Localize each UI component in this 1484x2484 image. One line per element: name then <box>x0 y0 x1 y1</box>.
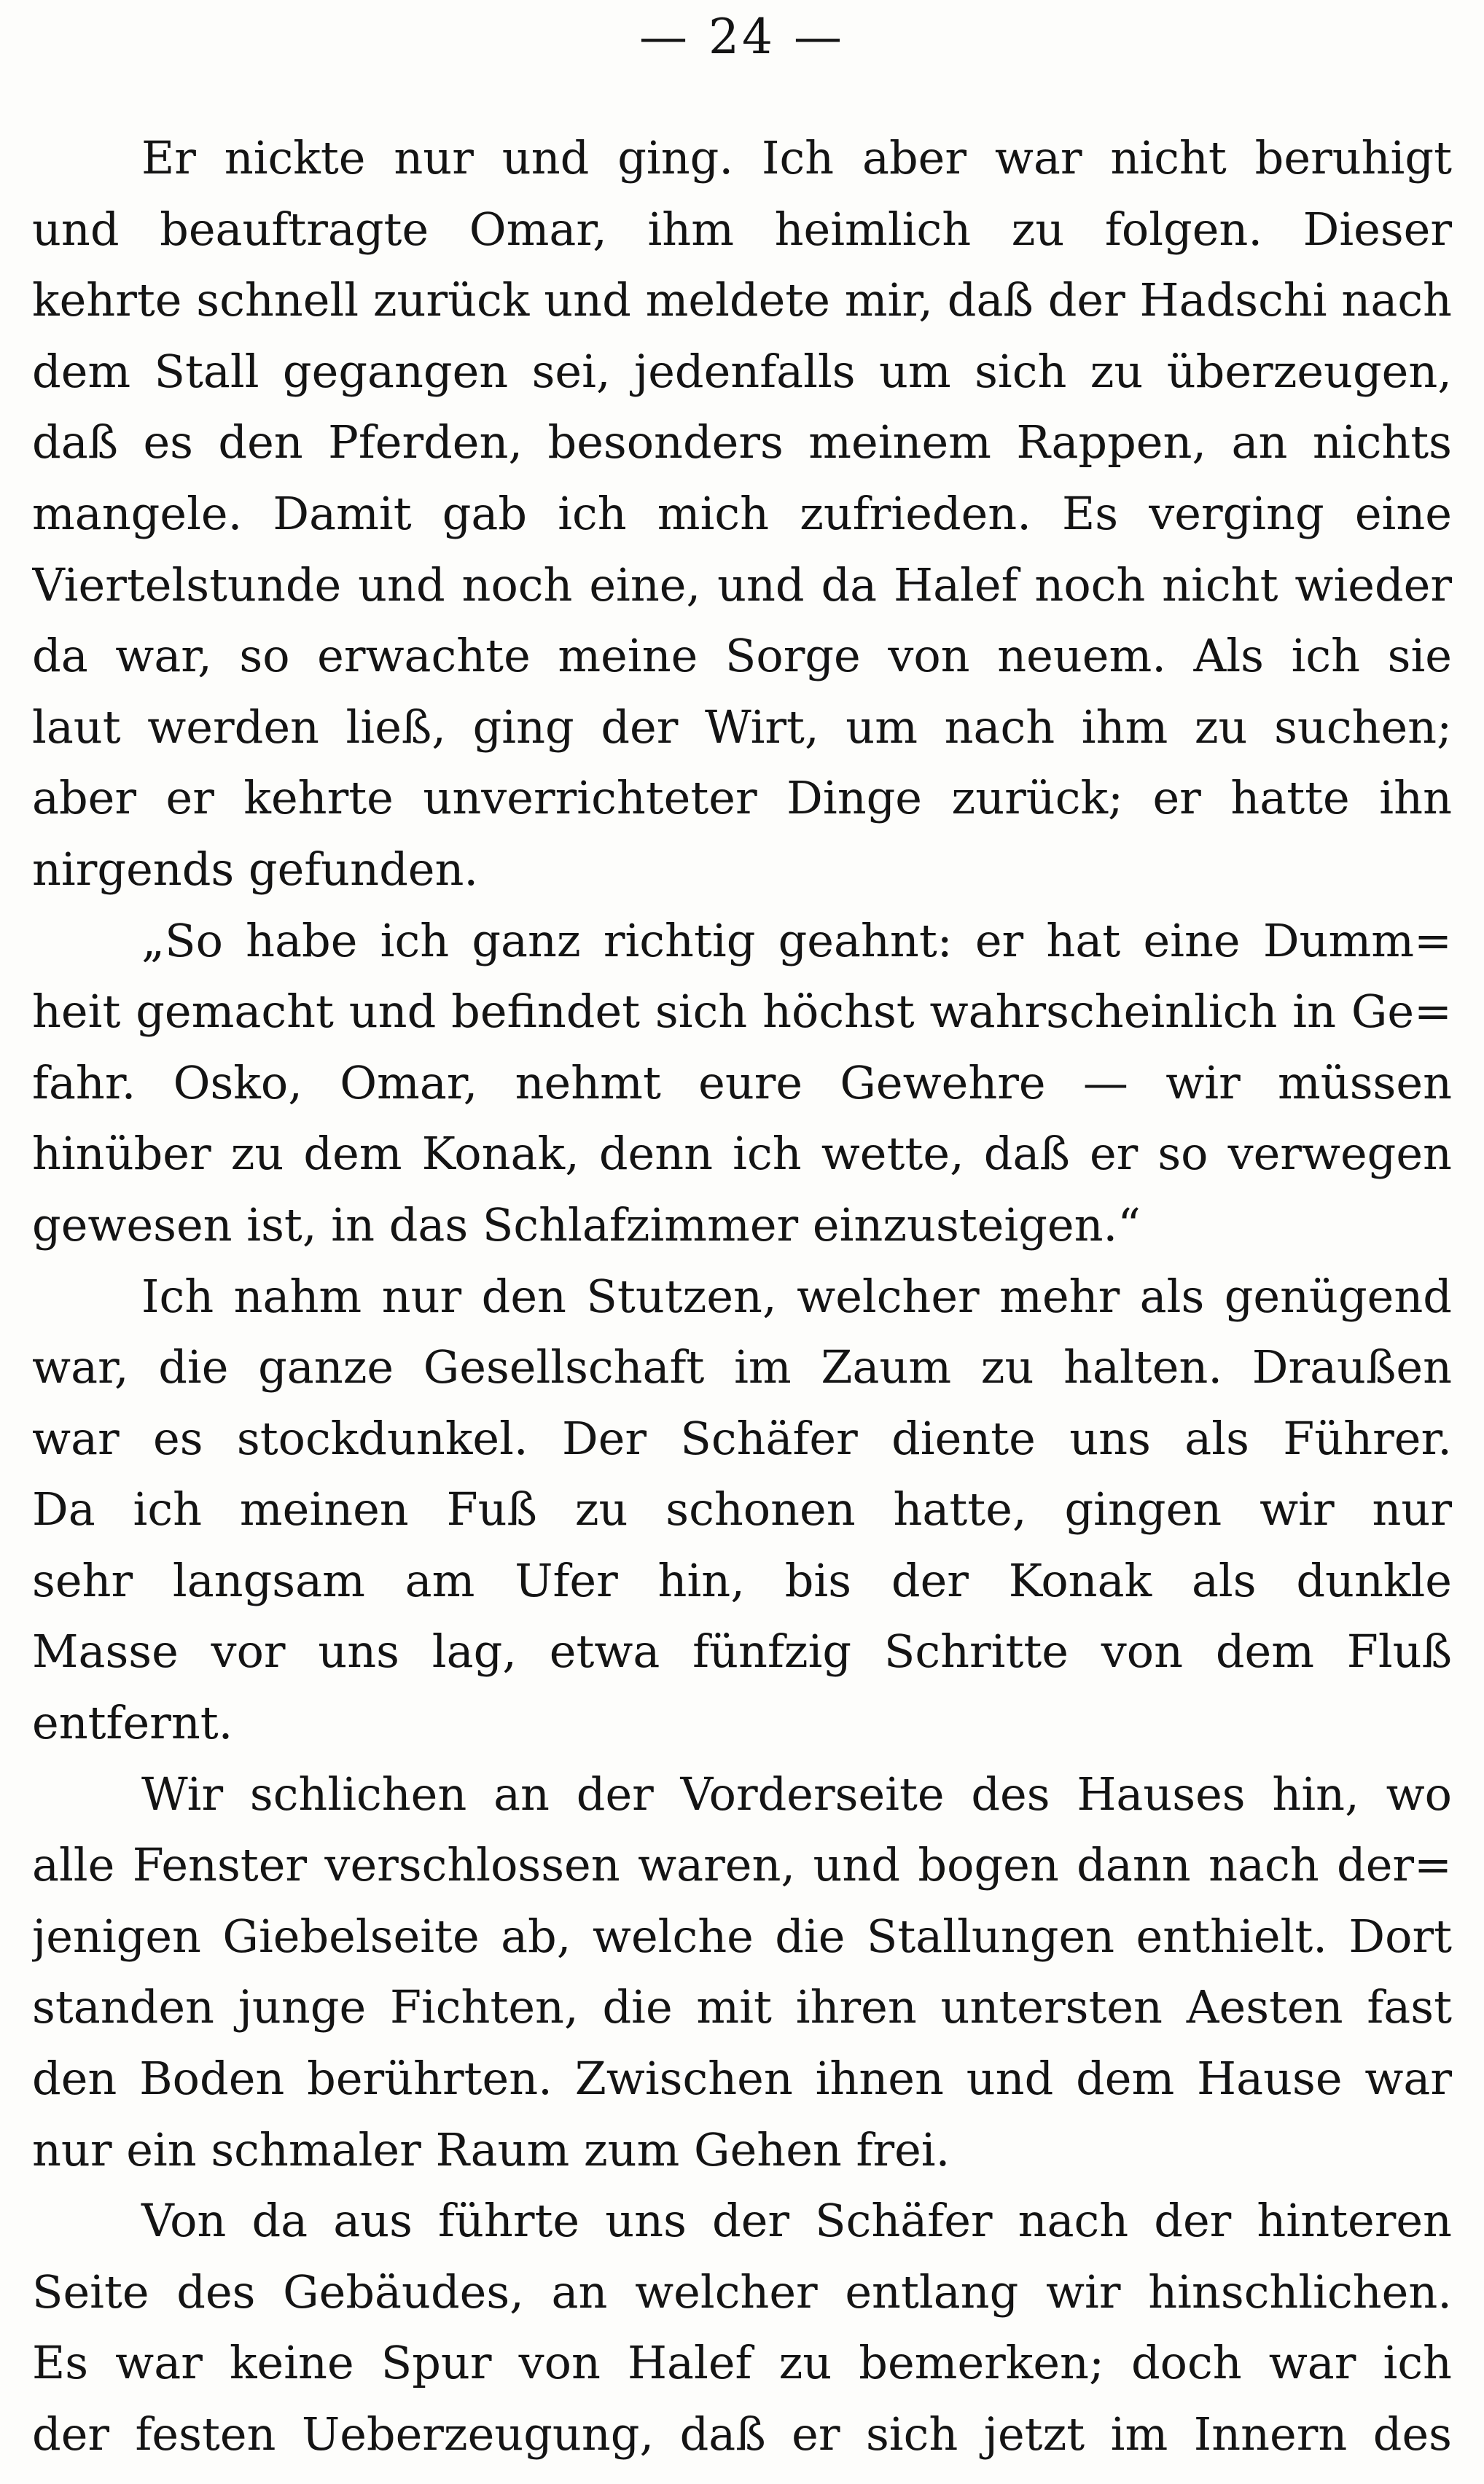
text-line: kehrte schnell zurück und meldete mir, daß der Hadschi nach <box>32 273 1452 327</box>
text-line: Ich nahm nur den Stutzen, welcher mehr als genügend <box>141 1269 1452 1323</box>
page-number: — 24 — <box>639 9 845 65</box>
text-line: Seite des Gebäudes, an welcher entlang wir hinschlichen. <box>32 2265 1452 2319</box>
text-line: da war, so erwachte meine Sorge von neuem. Als ich sie <box>32 629 1452 683</box>
text-line: dem Stall gegangen sei, jedenfalls um sich zu überzeugen, <box>32 344 1452 398</box>
text-line: den Boden berührten. Zwischen ihnen und dem Hause war <box>32 2052 1452 2106</box>
text-line: gewesen ist, in das Schlafzimmer einzusteigen.“ <box>32 1198 1141 1251</box>
text-line: daß es den Pferden, besonders meinem Rappen, an nichts <box>32 415 1452 469</box>
text-line: jenigen Giebelseite ab, welche die Stallungen enthielt. Dort <box>32 1909 1452 1963</box>
text-line: Da ich meinen Fuß zu schonen hatte, gingen wir nur <box>32 1483 1452 1536</box>
text-line: nirgends gefunden. <box>32 842 479 896</box>
text-line: alle Fenster verschlossen waren, und bogen dann nach der= <box>32 1838 1452 1892</box>
text-line: Viertelstunde und noch eine, und da Halef noch nicht wieder <box>32 558 1452 612</box>
text-line: nur ein schmaler Raum zum Gehen frei. <box>32 2122 950 2176</box>
text-line: laut werden ließ, ging der Wirt, um nach ihm zu suchen; <box>32 700 1452 754</box>
text-line: hinüber zu dem Konak, denn ich wette, daß er so verwegen <box>32 1127 1452 1181</box>
text-line: Wir schlichen an der Vorderseite des Hauses hin, wo <box>141 1767 1452 1821</box>
text-line: Masse vor uns lag, etwa fünfzig Schritte von dem Fluß <box>32 1625 1452 1679</box>
text-line: Von da aus führte uns der Schäfer nach der hinteren <box>141 2194 1452 2248</box>
text-line: heit gemacht und befindet sich höchst wahrscheinlich in Ge= <box>32 985 1452 1039</box>
text-line: fahr. Osko, Omar, nehmt eure Gewehre — wir müssen <box>32 1055 1452 1109</box>
text-line: sehr langsam am Ufer hin, bis der Konak als dunkle <box>32 1553 1452 1607</box>
text-line: entfernt. <box>32 1696 233 1750</box>
text-line: Es war keine Spur von Halef zu bemerken; doch war ich <box>32 2336 1452 2390</box>
text-line: aber er kehrte unverrichteter Dinge zurück; er hatte ihn <box>32 771 1452 825</box>
text-line: mangele. Damit gab ich mich zufrieden. Es verging eine <box>32 486 1452 540</box>
text-line: standen junge Fichten, die mit ihren untersten Aesten fast <box>32 1980 1452 2034</box>
text-line: war es stockdunkel. Der Schäfer diente uns als Führer. <box>32 1411 1452 1465</box>
text-line: der festen Ueberzeugung, daß er sich jetzt im Innern des <box>32 2407 1452 2461</box>
text-line: „So habe ich ganz richtig geahnt: er hat eine Dumm= <box>141 913 1452 967</box>
text-line: und beauftragte Omar, ihm heimlich zu folgen. Dieser <box>32 202 1452 256</box>
text-line: war, die ganze Gesellschaft im Zaum zu halten. Draußen <box>32 1340 1452 1394</box>
text-line: Er nickte nur und ging. Ich aber war nicht beruhigt <box>141 131 1452 184</box>
body-text <box>32 122 1452 2470</box>
